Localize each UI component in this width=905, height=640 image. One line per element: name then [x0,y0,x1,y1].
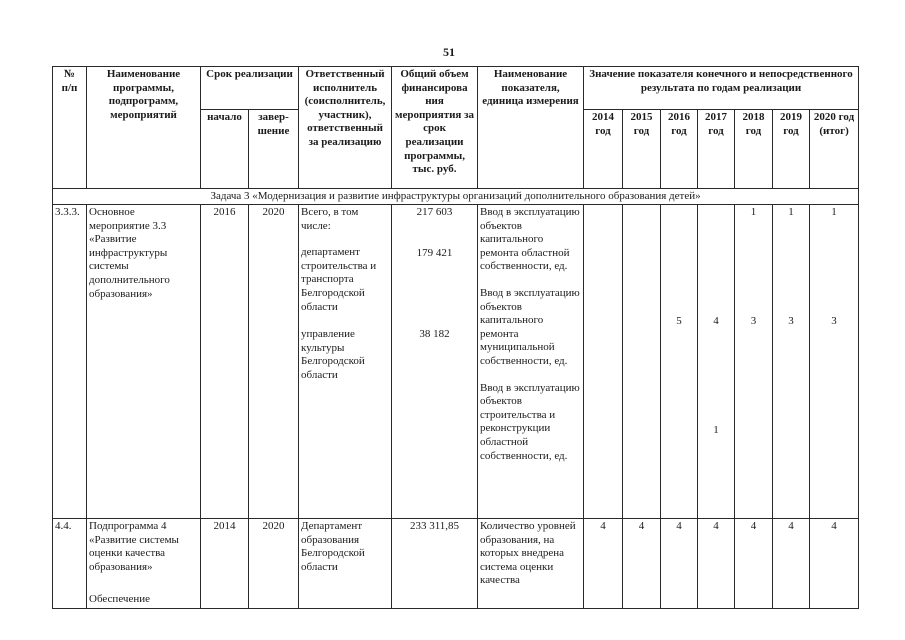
table-row [53,519,859,609]
row-333-num: 3.3.3. [53,205,87,519]
row-333-2015 [623,205,661,519]
row-44-2016: 4 [661,519,698,609]
indicator-3: Ввод в эксплуатацию объектов строительства и реконструкции областной собственности, ед. [480,381,580,462]
program-table [52,66,859,609]
header-num [53,67,87,189]
row-333-2016 [661,205,698,519]
value-1-2019: 1 [788,206,794,218]
header-year-2015: 2015 год [623,110,661,189]
value-3-2017: 1 [713,423,719,436]
value-2-2020: 3 [831,315,837,327]
header-year-2018: 2018 год [735,110,773,189]
header-term: Срок реализации [201,67,299,110]
row-44-funding: 233 311,85 [392,519,478,609]
value-2-2017: 4 [713,315,719,327]
header-num-text: № п/п [61,68,78,94]
row-44-name [87,519,201,609]
row-333-executors [299,205,392,519]
task-row [53,189,859,205]
row-44-start: 2014 [201,519,249,609]
header-year-2019: 2019 год [773,110,810,189]
header-name: Наименование программы, подпрограмм, мероприятий [87,67,201,189]
header-year-2017: 2017 год [698,110,735,189]
task-row-text: Задача 3 «Модернизация и развитие инфраструктуры организаций дополнительного образования детей» [53,189,859,205]
header-values-title: Значение показателя конечного и непосредственного результата по годам реализации [584,67,859,110]
indicator-1: Ввод в эксплуатацию объектов капитального ремонта областной собственности, ед. [480,206,580,273]
row-44-executor: Департамент образования Белгородской области [299,519,392,609]
row-44-2017: 4 [698,519,735,609]
value-2-2019: 3 [788,315,794,327]
funding-total: 217 603 [416,206,453,218]
value-1-2020: 1 [831,206,837,218]
row-333-indicators [478,205,584,519]
row-44-2018: 4 [735,519,773,609]
value-2-2018: 3 [750,315,757,327]
value-1-2018: 1 [750,206,757,218]
row-44-name-extra: Обеспечение [89,593,150,606]
header-year-2014: 2014 год [584,110,623,189]
row-333-2014 [584,205,623,519]
row-333-funding [392,205,478,519]
row-333-name: Основное мероприятие 3.3 «Развитие инфраструктуры системы дополнительного образования» [87,205,201,519]
row-44-name-text: Подпрограмма 4 «Развитие системы оценки качества образования» [89,520,179,573]
row-44-end: 2020 [249,519,299,609]
value-2-2016: 5 [676,315,682,327]
header-indicator: Наименование показателя, единица измерения [478,67,584,189]
funding-construction-dept: 179 421 [416,246,453,259]
executor-construction-dept: департамент строительства и транспорта Белгородской области [301,246,377,313]
value-1-2017 [700,206,732,220]
row-333-2020 [810,205,859,519]
page-number: 51 [443,45,455,59]
row-333-2017 [698,205,735,519]
header-funding: Общий объем финансирова ния мероприятия за срок реализации программы, тыс. руб. [392,67,478,189]
row-333-2018 [735,205,773,519]
value-1-2016 [663,206,695,220]
row-44-2014: 4 [584,519,623,609]
header-year-2016: 2016 год [661,110,698,189]
row-333-2019 [773,205,810,519]
row-333-end: 2020 [249,205,299,519]
row-44-2019: 4 [773,519,810,609]
row-44-2015: 4 [623,519,661,609]
header-executor: Ответственный исполнитель (соисполнитель, участник), ответственный за реализацию [299,67,392,189]
header-start: начало [201,110,249,189]
header-year-2020: 2020 год (итог) [810,110,859,189]
row-44-2020: 4 [810,519,859,609]
row-44-num: 4.4. [53,519,87,609]
table-row [53,205,859,519]
row-44-indicator: Количество уровней образования, на которых внедрена система оценки качества [478,519,584,609]
header-end: завер-шение [249,110,299,189]
header-row-1 [53,67,859,110]
row-333-start: 2016 [201,205,249,519]
executor-culture-dept: управление культуры Белгородской области [301,328,365,381]
executor-total: Всего, в том числе: [301,206,359,232]
funding-culture-dept: 38 182 [419,328,450,341]
indicator-2: Ввод в эксплуатацию объектов капитального ремонта муниципальной собственности, ед. [480,286,580,367]
